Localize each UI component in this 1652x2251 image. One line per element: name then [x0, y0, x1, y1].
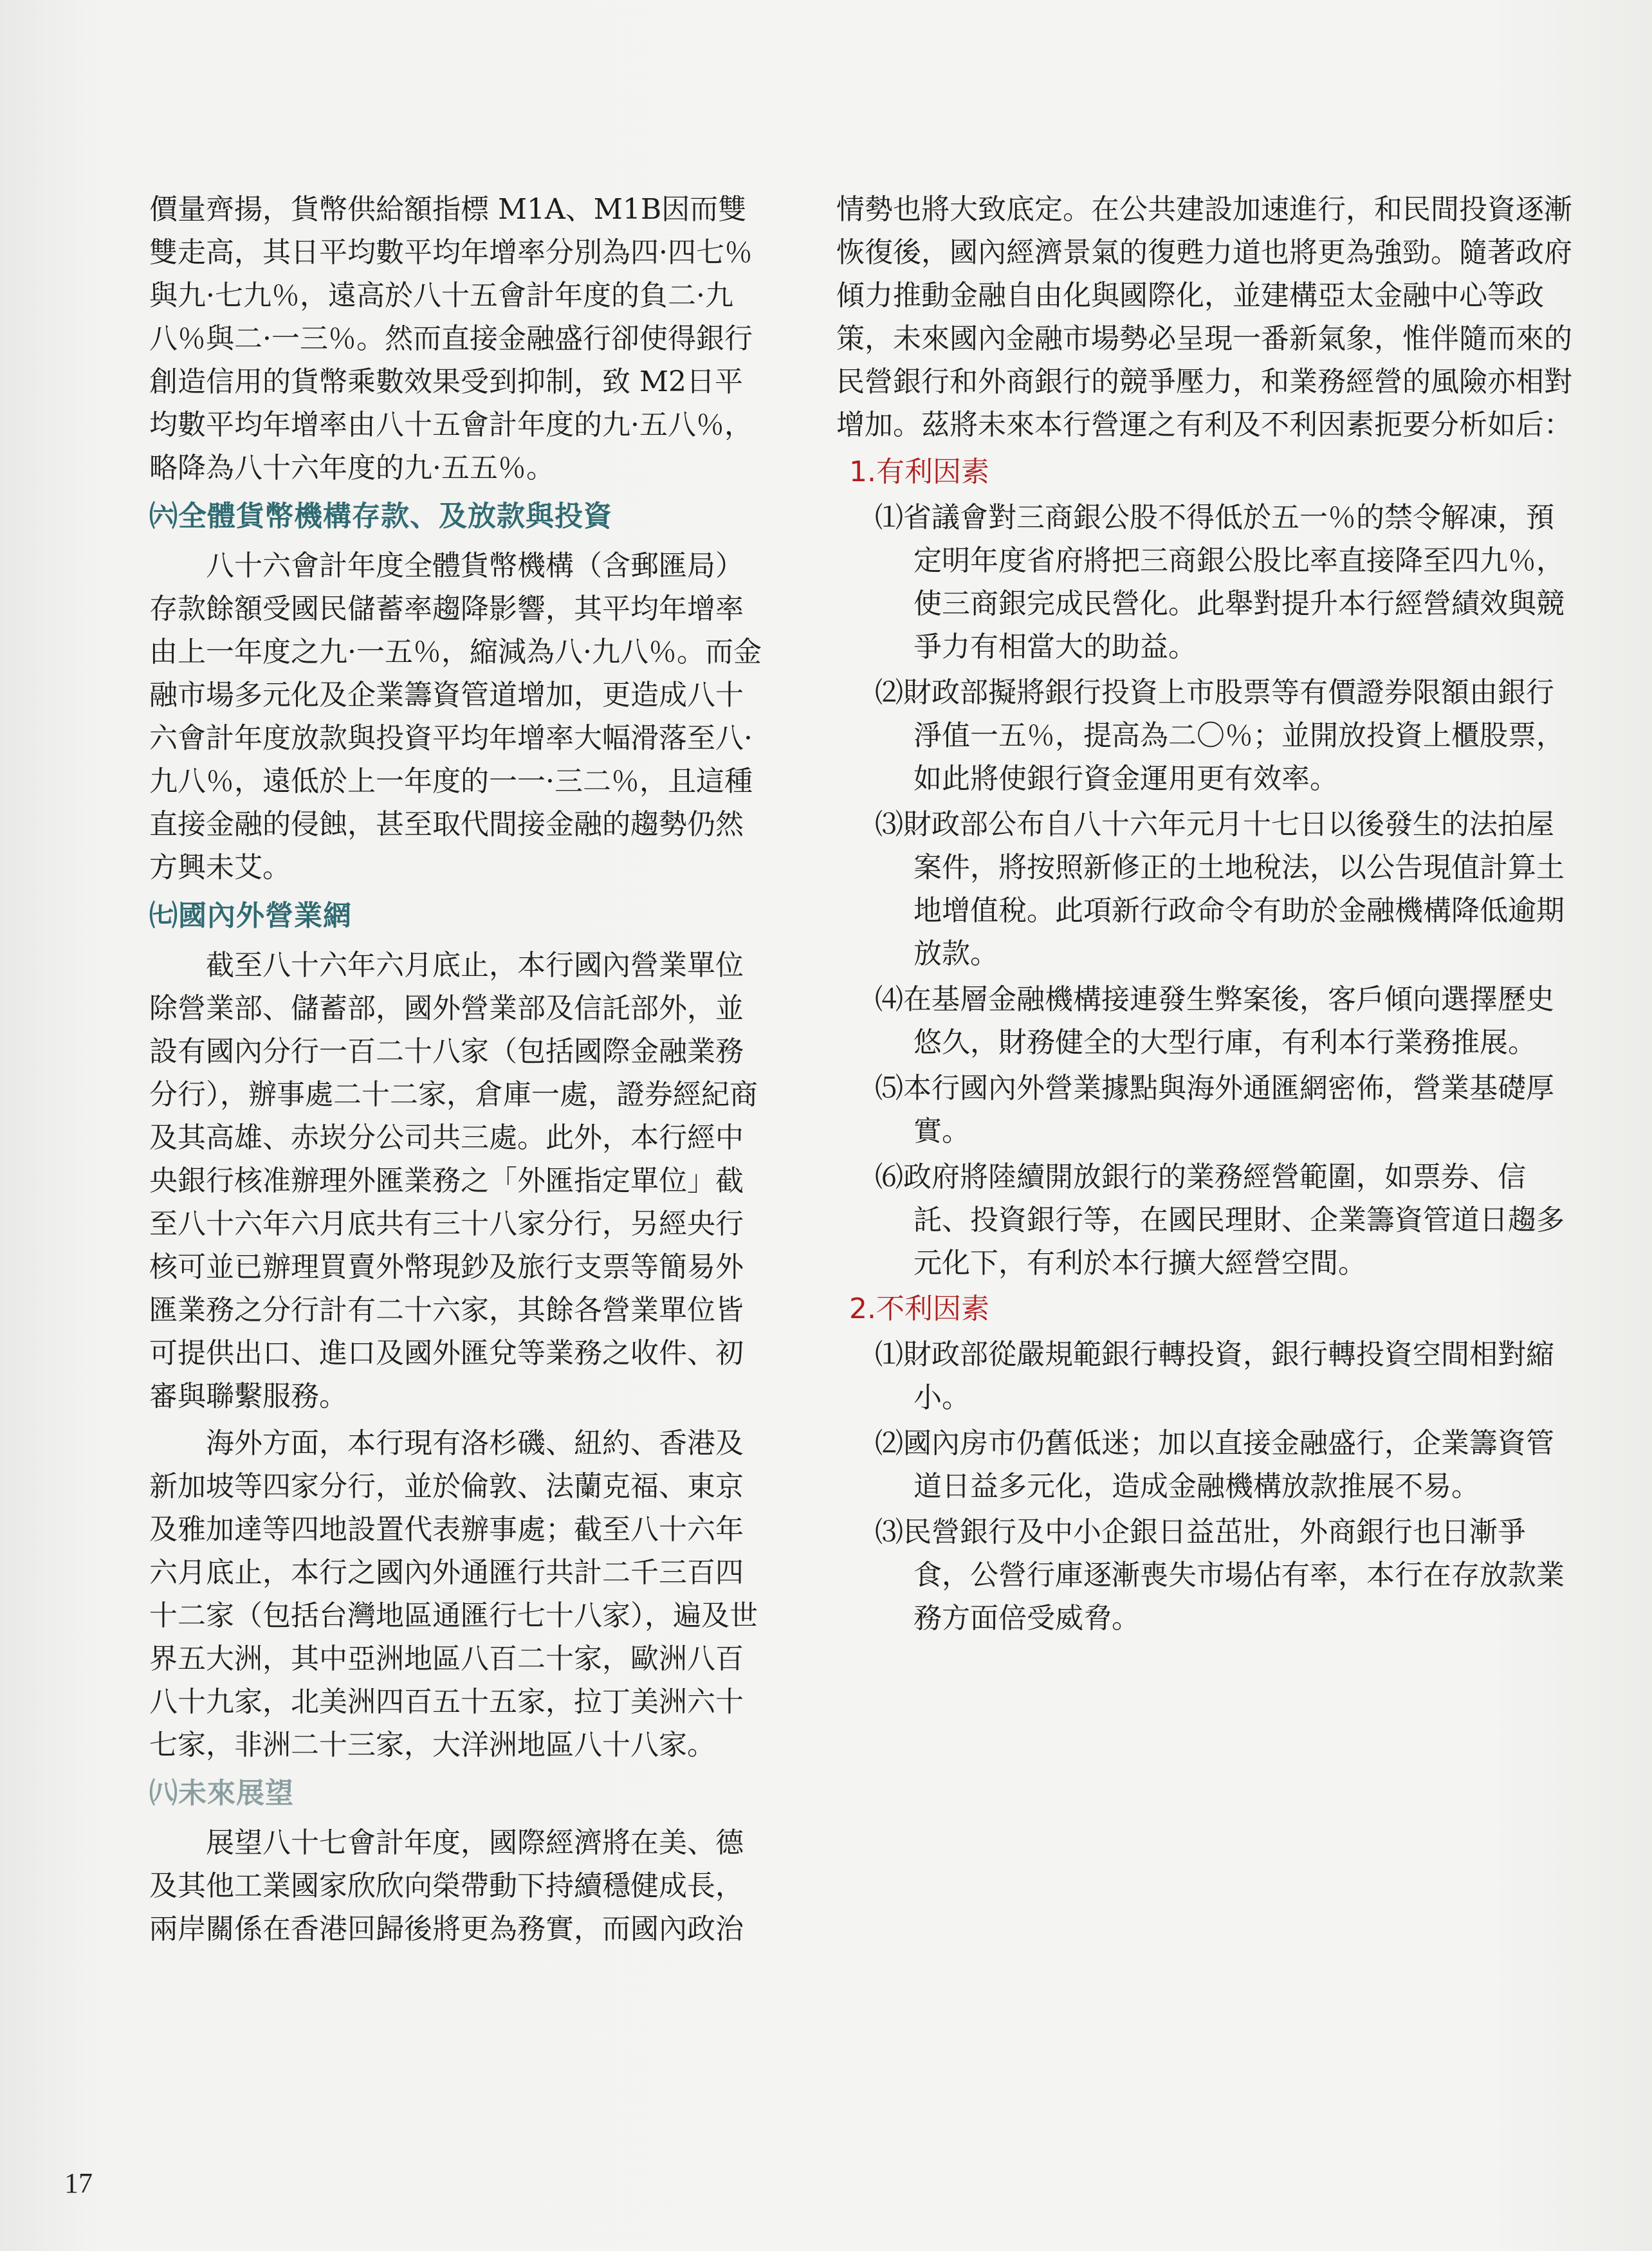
intro-paragraph: 價量齊揚，貨幣供給額指標 M1A、M1B因而雙雙走高，其日平均數平均年增率分別為四·四七％與九·七九％，遠高於八十五會計年度的負二·九八％與二·一三％。然而直接金融盛行卻使得銀行創造信用的貨幣乘數效果受到抑制，致 M2日平均數平均年增率由八十五會計年度的九·五八％，略降為八十六年度的九·五五％。 — [149, 193, 753, 484]
unfavorable-item: ⑵國內房市仍舊低迷；加以直接金融盛行，企業籌資管道日益多元化，造成金融機構放款推展不易。 — [875, 1427, 1554, 1503]
favorable-item: ⑹政府將陸續開放銀行的業務經營範圍，如票券、信託、投資銀行等，在國民理財、企業籌資管道日趨多元化下，有利於本行擴大經營空間。 — [875, 1161, 1565, 1280]
outlook-continued-paragraph: 情勢也將大致底定。在公共建設加速進行，和民間投資逐漸恢復後，國內經濟景氣的復甦力道也將更為強勁。隨著政府傾力推動金融自由化與國際化，並建構亞太金融中心等政策，未來國內金融市場勢必呈現一番新氣象，惟伴隨而來的民營銀行和外商銀行的競爭壓力，和業務經營的風險亦相對增加。茲將未來本行營運之有利及不利因素扼要分析如后： — [836, 193, 1572, 441]
favorable-item: ⑶財政部公布自八十六年元月十七日以後發生的法拍屋案件，將按照新修正的土地稅法，以公告現值計算土地增值稅。此項新行政命令有助於金融機構降低逾期放款。 — [875, 808, 1565, 970]
page-number: 17 — [64, 2167, 93, 2199]
favorable-item: ⑵財政部擬將銀行投資上市股票等有價證券限額由銀行淨值一五％，提高為二〇％；並開放投資上櫃股票，如此將使銀行資金運用更有效率。 — [875, 676, 1565, 795]
unfavorable-item: ⑶民營銀行及中小企銀日益茁壯，外商銀行也日漸爭食，公營行庫逐漸喪失市場佔有率，本行在存放款業務方面倍受威脅。 — [875, 1516, 1565, 1635]
section-heading-8: ㈧未來展望 — [149, 1777, 294, 1810]
favorable-item: ⑷在基層金融機構接連發生弊案後，客戶傾向選擇歷史悠久，財務健全的大型行庫，有利本行業務推展。 — [875, 983, 1554, 1059]
left-column — [149, 188, 767, 1954]
section-7-paragraph-domestic: 截至八十六年六月底止，本行國內營業單位除營業部、儲蓄部，國外營業部及信託部外，並設有國內分行一百二十八家（包括國際金融業務分行），辦事處二十二家，倉庫一處，證券經紀商及其高雄、赤崁分公司共三處。此外，本行經中央銀行核准辦理外匯業務之「外匯指定單位」截至八十六年六月底共有三十八家分行，另經央行核可並已辦理買賣外幣現鈔及旅行支票等簡易外匯業務之分行計有二十六家，其餘各營業單位皆可提供出口、進口及國外匯兌等業務之收件、初審與聯繫服務。 — [149, 949, 758, 1413]
unfavorable-factors-heading: 2.不利因素 — [849, 1292, 989, 1325]
section-8-paragraph: 展望八十七會計年度，國際經濟將在美、德及其他工業國家欣欣向榮帶動下持續穩健成長，兩岸關係在香港回歸後將更為務實，而國內政治 — [149, 1826, 744, 1945]
unfavorable-item: ⑴財政部從嚴規範銀行轉投資，銀行轉投資空間相對縮小。 — [875, 1338, 1554, 1414]
right-column — [836, 188, 1576, 1642]
favorable-item: ⑴省議會對三商銀公股不得低於五一％的禁令解凍，預定明年度省府將把三商銀公股比率直接降至四九％，使三商銀完成民營化。此舉對提升本行經營績效與競爭力有相當大的助益。 — [875, 501, 1565, 663]
section-6-paragraph: 八十六會計年度全體貨幣機構（含郵匯局）存款餘額受國民儲蓄率趨降影響，其平均年增率由上一年度之九·一五％，縮減為八·九八％。而金融市場多元化及企業籌資管道增加，更造成八十六會計年度放款與投資平均年增率大幅滑落至八·九八％，遠低於上一年度的一一·三二％，且這種直接金融的侵蝕，甚至取代間接金融的趨勢仍然方興未艾。 — [149, 549, 762, 884]
favorable-factors-heading: 1.有利因素 — [849, 455, 989, 488]
section-heading-6: ㈥全體貨幣機構存款、及放款與投資 — [149, 500, 612, 533]
favorable-item: ⑸本行國內外營業據點與海外通匯網密佈，營業基礎厚實。 — [875, 1072, 1554, 1148]
section-heading-7: ㈦國內外營業網 — [149, 899, 352, 932]
section-7-paragraph-overseas: 海外方面，本行現有洛杉磯、紐約、香港及新加坡等四家分行，並於倫敦、法蘭克福、東京及雅加達等四地設置代表辦事處；截至八十六年六月底止，本行之國內外通匯行共計二千三百四十二家（包括台灣地區通匯行七十八家），遍及世界五大洲，其中亞洲地區八百二十家，歐洲八百八十九家，北美洲四百五十五家，拉丁美洲六十七家，非洲二十三家，大洋洲地區八十八家。 — [149, 1427, 758, 1761]
